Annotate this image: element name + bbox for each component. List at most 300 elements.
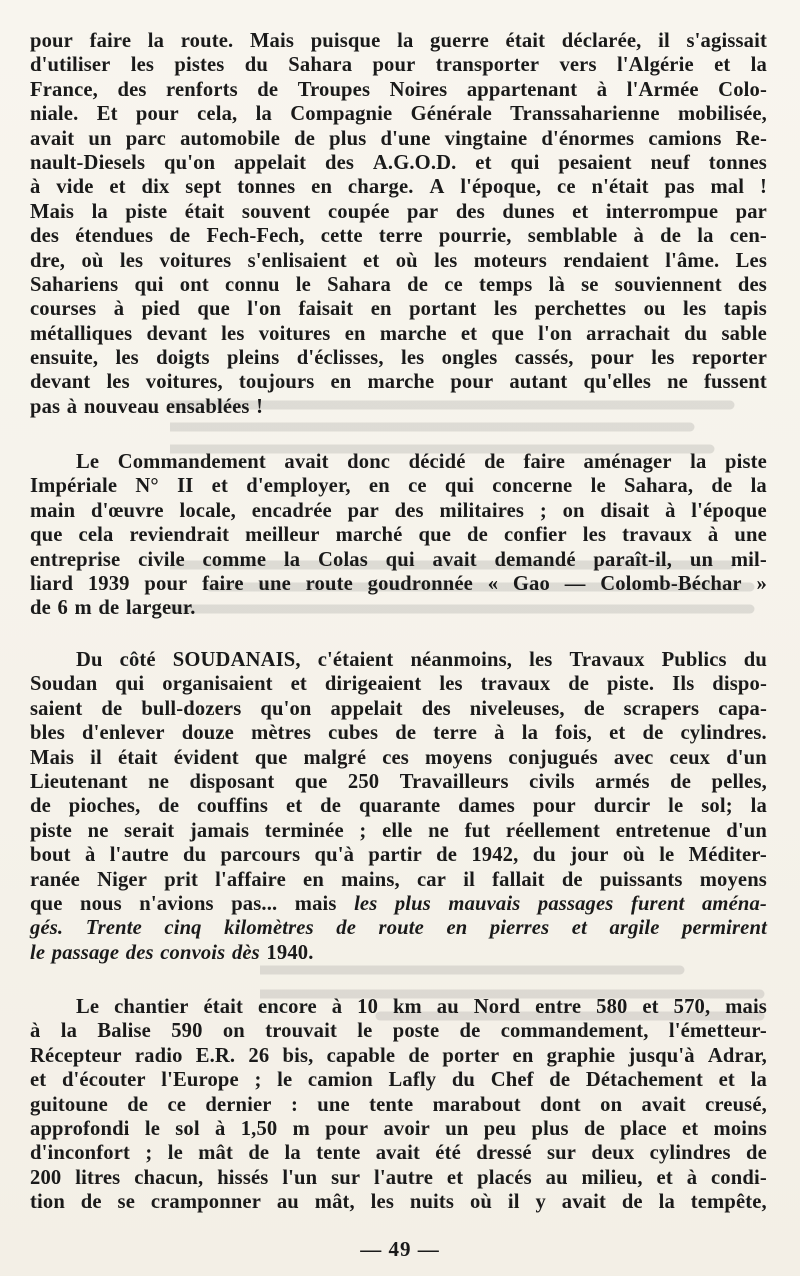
word: A — [429, 176, 445, 199]
word: ce — [167, 1093, 187, 1116]
word: à — [665, 499, 676, 522]
word: en — [303, 868, 324, 891]
word: du — [743, 649, 767, 671]
word: renforts — [166, 78, 238, 101]
word: Mais — [249, 30, 295, 52]
word: le — [30, 941, 46, 964]
word: l'affaire — [215, 868, 286, 891]
word: les — [493, 298, 518, 321]
word: avait — [375, 1142, 420, 1165]
word: dix — [141, 176, 170, 199]
word: creusé, — [705, 1093, 767, 1116]
word: couffins — [197, 795, 269, 818]
word: de — [459, 1020, 481, 1043]
word: il — [507, 1191, 520, 1214]
word: Compagnie — [290, 103, 393, 126]
paragraph-4 — [30, 995, 767, 1215]
word: avait — [30, 127, 75, 150]
word: piste — [30, 819, 72, 842]
word: à — [686, 1166, 698, 1189]
word: par — [347, 499, 379, 522]
word: le — [277, 1069, 293, 1092]
word: vingtaine — [444, 127, 528, 150]
word: A.G.O.D. — [372, 151, 457, 174]
word: les — [119, 249, 144, 272]
word: dames — [458, 795, 515, 818]
word: par — [735, 200, 767, 223]
word: Re- — [735, 127, 767, 150]
word: évident — [173, 746, 239, 769]
word: qu'à — [314, 844, 355, 867]
word: malgré — [303, 746, 367, 769]
word: civils — [529, 770, 575, 793]
word: et — [572, 200, 589, 223]
word: un — [689, 548, 714, 571]
word: de — [30, 597, 51, 620]
word: condi- — [711, 1166, 767, 1189]
word: de — [395, 722, 417, 745]
word: cramponner — [150, 1191, 262, 1214]
word: était — [505, 30, 546, 52]
word: et — [211, 475, 228, 498]
word: : — [290, 1093, 298, 1116]
word: demandé — [494, 548, 576, 571]
word: Du — [76, 649, 103, 671]
word: jour — [570, 844, 609, 867]
word: pierres — [489, 917, 550, 940]
word: et — [609, 722, 626, 745]
word: vide — [56, 176, 94, 199]
word: ce — [408, 475, 427, 498]
word: et — [109, 176, 126, 199]
word: ne — [667, 371, 688, 394]
text-line — [30, 127, 767, 151]
word: de — [670, 770, 692, 793]
word: parc — [125, 127, 166, 150]
word: guerre — [430, 30, 489, 52]
word: paraît-il, — [593, 548, 673, 571]
word: saient — [30, 697, 83, 720]
text-line — [30, 1019, 767, 1043]
word: l'Algérie — [616, 54, 694, 77]
word: de — [30, 795, 51, 818]
word: ; — [539, 499, 547, 522]
word: temps — [479, 273, 533, 296]
word: d'inconfort — [30, 1142, 131, 1165]
word: l'autre — [109, 844, 169, 867]
word: cylindres — [649, 1142, 731, 1165]
word: fallait — [492, 868, 545, 891]
word: les — [683, 298, 707, 321]
word: marabout — [432, 1093, 521, 1116]
word: la — [60, 1020, 78, 1043]
word: pied — [141, 298, 180, 321]
word: guitoune — [30, 1093, 108, 1116]
word: Impériale — [30, 475, 118, 498]
word: connu — [225, 273, 280, 296]
word: l'on — [247, 298, 282, 321]
word: mais — [294, 892, 337, 915]
word: camions — [648, 127, 722, 150]
word: des — [455, 200, 485, 223]
word: les — [130, 54, 155, 77]
text-line — [30, 175, 767, 199]
word: entreprise — [30, 548, 121, 571]
word: c'étaient — [317, 649, 394, 671]
word: et — [642, 996, 659, 1018]
word: faire — [523, 451, 566, 473]
word: dressé — [476, 1142, 532, 1165]
word: la — [283, 548, 301, 571]
word: qu'on — [164, 151, 216, 174]
word: porter — [442, 1044, 500, 1067]
word: France, — [30, 78, 98, 101]
word: hissés — [217, 1166, 269, 1189]
word: 1940. — [266, 941, 314, 964]
word: fussent — [704, 371, 767, 394]
text-line — [30, 746, 767, 770]
word: ne — [148, 770, 170, 793]
text-line — [30, 322, 767, 346]
text-line — [30, 395, 767, 419]
word: et — [714, 54, 731, 77]
word: la — [690, 451, 707, 473]
word: sol; — [701, 795, 733, 818]
word: d'un — [726, 746, 767, 769]
word: pour — [135, 103, 179, 126]
word: dirigeaient — [324, 673, 422, 696]
word: la — [255, 103, 272, 126]
word: et — [363, 249, 380, 272]
word: courses — [30, 298, 97, 321]
word: le — [590, 475, 606, 498]
word: peu — [483, 1117, 517, 1140]
word: de — [101, 697, 123, 720]
word: serait — [124, 819, 175, 842]
word: ne — [87, 819, 109, 842]
text-line — [30, 995, 767, 1019]
word: milieu, — [581, 1166, 643, 1189]
word: la — [284, 1142, 301, 1165]
word: Noires — [389, 78, 448, 101]
word: les — [651, 347, 675, 370]
word: avoir — [383, 1117, 430, 1140]
word: prit — [164, 868, 198, 891]
word: de — [660, 225, 682, 248]
text-line — [30, 843, 767, 867]
word: l'époque, — [460, 176, 542, 199]
word: à — [215, 1117, 226, 1140]
word: qu'on — [260, 697, 312, 720]
word: convois — [160, 941, 226, 964]
word: locale, — [179, 499, 236, 522]
word: route — [378, 917, 424, 940]
word: en — [330, 371, 352, 394]
word: devant — [146, 322, 207, 345]
word: vers — [559, 54, 597, 77]
word: cubes — [328, 722, 379, 745]
word: mil- — [730, 548, 767, 571]
word: encore — [257, 996, 317, 1018]
word: place — [620, 1117, 667, 1140]
word: les — [115, 347, 139, 370]
word: à — [633, 225, 644, 248]
word: des — [325, 151, 355, 174]
word: appartenant — [466, 78, 578, 101]
word: route — [305, 572, 353, 595]
word: sable — [721, 322, 767, 345]
word: côté — [119, 649, 156, 671]
word: mobilisée, — [677, 103, 767, 126]
word: faire — [89, 30, 132, 52]
word: ensuite, — [30, 347, 99, 370]
word: avec — [613, 746, 654, 769]
text-line — [30, 200, 767, 224]
word: en — [370, 298, 392, 321]
word: le — [144, 1117, 160, 1140]
word: ceux — [669, 746, 711, 769]
word: dunes — [502, 200, 555, 223]
word: au — [276, 1191, 299, 1214]
word: main — [30, 499, 76, 522]
word: Sahara — [288, 54, 353, 77]
word: ! — [759, 176, 767, 199]
word: du — [684, 322, 708, 345]
word: des — [737, 273, 767, 296]
word: liard — [30, 572, 74, 595]
word: Fech-Fech, — [206, 225, 305, 248]
word: toujours — [238, 371, 315, 394]
word: la — [750, 795, 767, 818]
word: quarante — [358, 795, 441, 818]
word: qui — [134, 273, 164, 296]
word: d'employer, — [246, 475, 351, 498]
word: pour — [325, 1117, 369, 1140]
word: tente — [316, 1142, 361, 1165]
word: Travaux — [569, 649, 645, 671]
word: une — [734, 524, 767, 547]
word: de — [549, 1069, 571, 1092]
word: tapis — [723, 298, 767, 321]
word: 1,50 — [240, 1117, 278, 1140]
word: pour — [450, 371, 494, 394]
word: niveleuses, — [469, 697, 565, 720]
word: qui — [385, 548, 415, 571]
word: la — [750, 1069, 767, 1092]
word: puissants — [599, 868, 683, 891]
word: moins — [713, 1117, 767, 1140]
word: niale. — [30, 103, 79, 126]
word: ou — [643, 298, 666, 321]
word: où — [622, 844, 645, 867]
word: à — [66, 395, 78, 418]
word: permirent — [682, 917, 767, 940]
word: capa- — [718, 697, 767, 720]
word: se — [581, 273, 599, 296]
word: avait — [284, 451, 329, 473]
word: que — [30, 892, 63, 915]
word: pelles, — [711, 770, 767, 793]
word: dès — [231, 941, 260, 964]
word: s'enlisaient — [247, 249, 347, 272]
word: la — [147, 30, 165, 52]
word: par — [406, 200, 439, 223]
word: cela — [78, 524, 114, 547]
word: Troupes — [297, 78, 371, 101]
word: nous — [79, 892, 122, 915]
word: nault-Diesels — [30, 151, 146, 174]
word: et — [30, 1069, 47, 1092]
word: de — [568, 673, 590, 696]
word: tion — [30, 1191, 65, 1214]
word: kilomètres — [224, 917, 314, 940]
word: militaires — [439, 499, 525, 522]
paragraph-3 — [30, 648, 767, 965]
word: à — [30, 1020, 41, 1043]
word: la — [750, 475, 767, 498]
word: et — [571, 917, 587, 940]
word: ! — [256, 395, 264, 418]
word: armés — [595, 770, 650, 793]
word: organisaient — [162, 673, 273, 696]
word: 26 — [248, 1044, 270, 1067]
word: à — [596, 78, 608, 101]
word: meilleur — [245, 524, 320, 547]
word: Méditer- — [688, 844, 767, 867]
word: de — [407, 273, 429, 296]
word: moyens — [699, 868, 767, 891]
word: Publics — [661, 649, 727, 671]
word: des — [421, 697, 451, 720]
word: de — [436, 844, 458, 867]
word: argile — [609, 917, 660, 940]
word: n'avions — [139, 892, 214, 915]
word: fois, — [555, 722, 592, 745]
word: avait — [432, 548, 477, 571]
word: piste — [724, 451, 767, 473]
word: les — [221, 322, 245, 345]
word: du — [182, 844, 207, 867]
word: chantier — [114, 996, 189, 1018]
word: un — [88, 127, 112, 150]
word: où — [469, 1191, 493, 1214]
word: ; — [359, 819, 367, 842]
word: du — [451, 1069, 476, 1092]
word: donc — [347, 451, 391, 473]
text-line — [30, 596, 767, 620]
word: moteurs — [473, 249, 547, 272]
word: ; — [254, 1069, 262, 1092]
word: ne — [428, 819, 449, 842]
word: terre — [433, 722, 478, 745]
word: pas... — [231, 892, 278, 915]
word: km — [392, 996, 422, 1018]
word: où — [81, 249, 104, 272]
word: que — [294, 770, 328, 793]
word: Balise — [97, 1020, 151, 1043]
word: fut — [464, 819, 491, 842]
word: dispo- — [712, 673, 767, 696]
word: l'époque — [691, 499, 767, 522]
word: dernier — [205, 1093, 272, 1116]
word: été — [435, 1142, 461, 1165]
word: concerne — [492, 475, 573, 498]
text-line — [30, 941, 767, 965]
word: de — [467, 524, 488, 547]
word: Commandement — [117, 451, 266, 473]
word: une — [317, 1093, 350, 1116]
word: la — [658, 1191, 675, 1214]
word: 580 — [596, 996, 628, 1018]
word: tonnes — [708, 151, 767, 174]
word: voitures — [258, 322, 331, 345]
word: devant — [30, 371, 91, 394]
word: y — [535, 1191, 546, 1214]
word: l'âme. — [665, 249, 720, 272]
word: de — [257, 78, 279, 101]
word: placés — [477, 1166, 532, 1189]
word: Et — [96, 103, 118, 126]
word: appelait — [234, 151, 307, 174]
word: piste. — [607, 673, 655, 696]
word: le — [659, 844, 675, 867]
text-line — [30, 548, 767, 572]
word: entre — [535, 996, 582, 1018]
word: les — [434, 249, 458, 272]
word: décidé — [408, 451, 466, 473]
text-line — [30, 868, 767, 892]
word: aménager — [583, 451, 672, 473]
word: nouveau — [83, 395, 160, 418]
word: en — [311, 176, 333, 199]
word: portant — [409, 298, 477, 321]
word: litres — [75, 1166, 121, 1189]
word: bles — [30, 722, 65, 745]
text-line — [30, 151, 767, 175]
word: pioches, — [68, 795, 141, 818]
word: de — [583, 1117, 605, 1140]
word: 1939 — [87, 572, 130, 595]
word: Détachement — [585, 1069, 703, 1092]
word: marché — [335, 524, 403, 547]
word: le — [295, 273, 311, 296]
word: reporter — [691, 347, 767, 370]
word: m — [74, 597, 92, 620]
word: charge. — [347, 176, 414, 199]
word: à — [494, 722, 505, 745]
word: la — [91, 200, 108, 223]
word: ; — [145, 1142, 153, 1165]
word: cinq — [164, 917, 202, 940]
word: ce — [557, 176, 576, 199]
word: entretenue — [615, 819, 711, 842]
word: marche — [379, 322, 447, 345]
word: d'écouter — [61, 1069, 146, 1092]
word: civile — [138, 548, 185, 571]
text-line — [30, 572, 767, 596]
text-line — [30, 102, 767, 126]
word: rendaient — [563, 249, 649, 272]
word: les — [582, 524, 607, 547]
word: la — [397, 30, 414, 52]
paragraph-1 — [30, 29, 767, 419]
word: partir — [368, 844, 422, 867]
word: interrompue — [605, 200, 719, 223]
word: du — [532, 844, 556, 867]
word: des — [30, 225, 60, 248]
word: se — [117, 1191, 135, 1214]
word: pour — [144, 572, 188, 595]
